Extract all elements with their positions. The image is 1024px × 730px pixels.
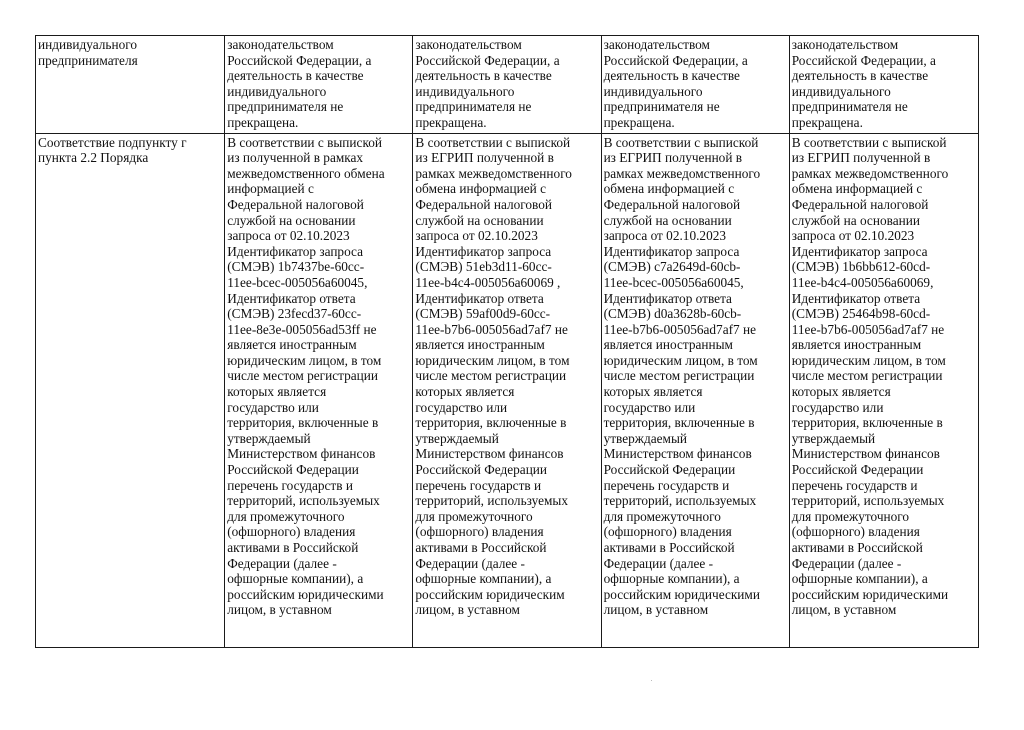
scan-speck bbox=[651, 680, 652, 681]
table-cell bbox=[225, 133, 413, 647]
table-cell bbox=[601, 133, 789, 647]
cell-text: В соответствии с выпиской из полученной в рамках межведомственного обмена информацией с Федеральной налоговой службой на основании запроса от 02.10.2023 Идентификатор запроса (СМЭВ) 1b7437be-60cc- 11ee-bcec-005056a60045, Идентификатор ответа (СМЭВ) 23fecd37-60cc- 11ee-8e3e-005056ad53ff не является иностранным юридическим лицом, в том числе местом регистрации которых является государство или территория, включенные в утверждаемый Министерством финансов Российской Федерации перечень государств и территорий, используемых для промежуточного (офшорного) владения активами в Российской Федерации (далее - офшорные компании), а российским юридическими лицом, в уставном bbox=[227, 134, 385, 618]
row-label-text: индивидуального предпринимателя bbox=[38, 37, 138, 68]
table-cell bbox=[601, 36, 789, 134]
row-label-text: Соответствие подпункту г пункта 2.2 Порядка bbox=[38, 134, 187, 166]
cell-text: В соответствии с выпиской из ЕГРИП полученной в рамках межведомственного обмена информацией с Федеральной налоговой службой на основании запроса от 02.10.2023 Идентификатор запроса (СМЭВ) 1b6bb612-60cd- 11ee-b4c4-005056a60069, Идентификатор ответа (СМЭВ) 25464b98-60cd- 11ee-b7b6-005056ad7af7 не является иностранным юридическим лицом, в том числе местом регистрации которых является государство или территория, включенные в утверждаемый Министерством финансов Российской Федерации перечень государств и территорий, используемых для промежуточного (офшорного) владения активами в Российской Федерации (далее - офшорные компании), а российским юридическими лицом, в уставном bbox=[791, 134, 949, 618]
cell-text: законодательством Российской Федерации, а деятельность в качестве индивидуального предпринимателя не прекращена. bbox=[791, 37, 936, 130]
document-table bbox=[35, 35, 979, 648]
cell-text: законодательством Российской Федерации, а деятельность в качестве индивидуального предпринимателя не прекращена. bbox=[603, 37, 748, 130]
row-label-cell bbox=[36, 133, 225, 647]
table-row bbox=[36, 133, 979, 647]
table-cell bbox=[413, 133, 601, 647]
table-cell bbox=[789, 36, 978, 134]
cell-text: законодательством Российской Федерации, а деятельность в качестве индивидуального предпринимателя не прекращена. bbox=[415, 37, 560, 130]
cell-text: В соответствии с выпиской из ЕГРИП полученной в рамках межведомственного обмена информацией с Федеральной налоговой службой на основании запроса от 02.10.2023 Идентификатор запроса (СМЭВ) c7a2649d-60cb- 11ee-bcec-005056a60045, Идентификатор ответа (СМЭВ) d0a3628b-60cb- 11ee-b7b6-005056ad7af7 не является иностранным юридическим лицом, в том числе местом регистрации которых является государство или территория, включенные в утверждаемый Министерством финансов Российской Федерации перечень государств и территорий, используемых для промежуточного (офшорного) владения активами в Российской Федерации (далее - офшорные компании), а российским юридическими лицом, в уставном bbox=[603, 134, 761, 618]
table-cell bbox=[413, 36, 601, 134]
table-cell bbox=[789, 133, 978, 647]
cell-text: законодательством Российской Федерации, а деятельность в качестве индивидуального предпринимателя не прекращена. bbox=[227, 37, 372, 130]
table-cell bbox=[225, 36, 413, 134]
cell-text: В соответствии с выпиской из ЕГРИП полученной в рамках межведомственного обмена информацией с Федеральной налоговой службой на основании запроса от 02.10.2023 Идентификатор запроса (СМЭВ) 51eb3d11-60cc- 11ee-b4c4-005056a60069 , Идентификатор ответа (СМЭВ) 59af00d9-60cc- 11ee-b7b6-005056ad7af7 не является иностранным юридическим лицом, в том числе местом регистрации которых является государство или территория, включенные в утверждаемый Министерством финансов Российской Федерации перечень государств и территорий, используемых для промежуточного (офшорного) владения активами в Российской Федерации (далее - офшорные компании), а российским юридическим лицом, в уставном bbox=[415, 134, 572, 618]
table-row bbox=[36, 36, 979, 134]
row-label-cell bbox=[36, 36, 225, 134]
